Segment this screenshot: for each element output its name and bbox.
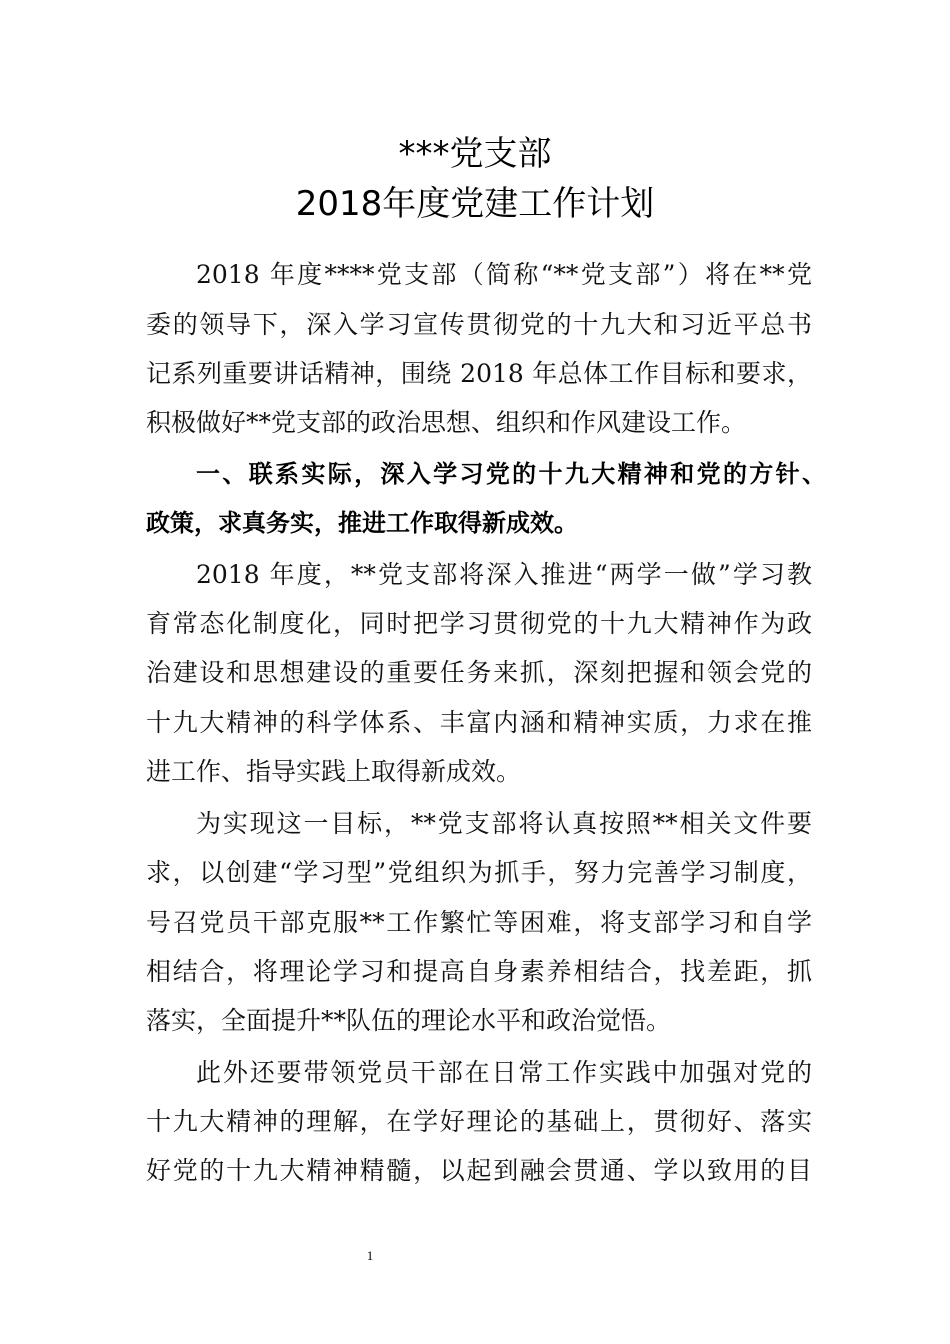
paragraph-line: 育常态化制度化，同时把学习贯彻党的十九大精神作为政 bbox=[146, 609, 812, 638]
paragraph-line: 委的领导下，深入学习宣传贯彻党的十九大和习近平总书 bbox=[146, 310, 812, 339]
paragraph-line: 进工作、指导实践上取得新成效。 bbox=[146, 757, 522, 786]
paragraph-line: 求，以创建“学习型”党组织为抓手，努力完善学习制度， bbox=[146, 858, 812, 887]
paragraph-line: 为实现这一目标，**党支部将认真按照**相关文件要 bbox=[196, 809, 812, 838]
paragraph-line: 2018 年度****党支部（简称“**党支部”）将在**党 bbox=[196, 260, 812, 289]
section-heading-line: 政策，求真务实，推进工作取得新成效。 bbox=[146, 509, 578, 537]
document-title-plan: 2018年度党建工作计划 bbox=[295, 184, 655, 224]
paragraph-line: 治建设和思想建设的重要任务来抓，深刻把握和领会党的 bbox=[146, 658, 812, 687]
paragraph-line: 落实，全面提升**队伍的理论水平和政治觉悟。 bbox=[146, 1006, 672, 1035]
paragraph-line: 记系列重要讲话精神，围绕 2018 年总体工作目标和要求， bbox=[146, 359, 812, 388]
paragraph-line: 十九大精神的理解，在学好理论的基础上，贯彻好、落实 bbox=[146, 1107, 812, 1136]
page-number: 1 bbox=[366, 1248, 374, 1263]
paragraph-line: 2018 年度，**党支部将深入推进“两学一做”学习教 bbox=[196, 560, 812, 589]
paragraph-line: 好党的十九大精神精髓，以起到融会贯通、学以致用的目 bbox=[146, 1156, 812, 1185]
paragraph-line: 号召党员干部克服**工作繁忙等困难，将支部学习和自学 bbox=[146, 908, 812, 937]
paragraph-line: 相结合，将理论学习和提高自身素养相结合，找差距，抓 bbox=[146, 957, 812, 986]
paragraph-line: 十九大精神的科学体系、丰富内涵和精神实质，力求在推 bbox=[146, 708, 812, 737]
section-heading-line: 一、联系实际，深入学习党的十九大精神和党的方针、 bbox=[196, 460, 826, 488]
paragraph-line: 此外还要带领党员干部在日常工作实践中加强对党的 bbox=[196, 1058, 812, 1087]
document-title-org: ***党支部 bbox=[398, 134, 552, 174]
paragraph-line: 积极做好**党支部的政治思想、组织和作风建设工作。 bbox=[146, 408, 747, 437]
